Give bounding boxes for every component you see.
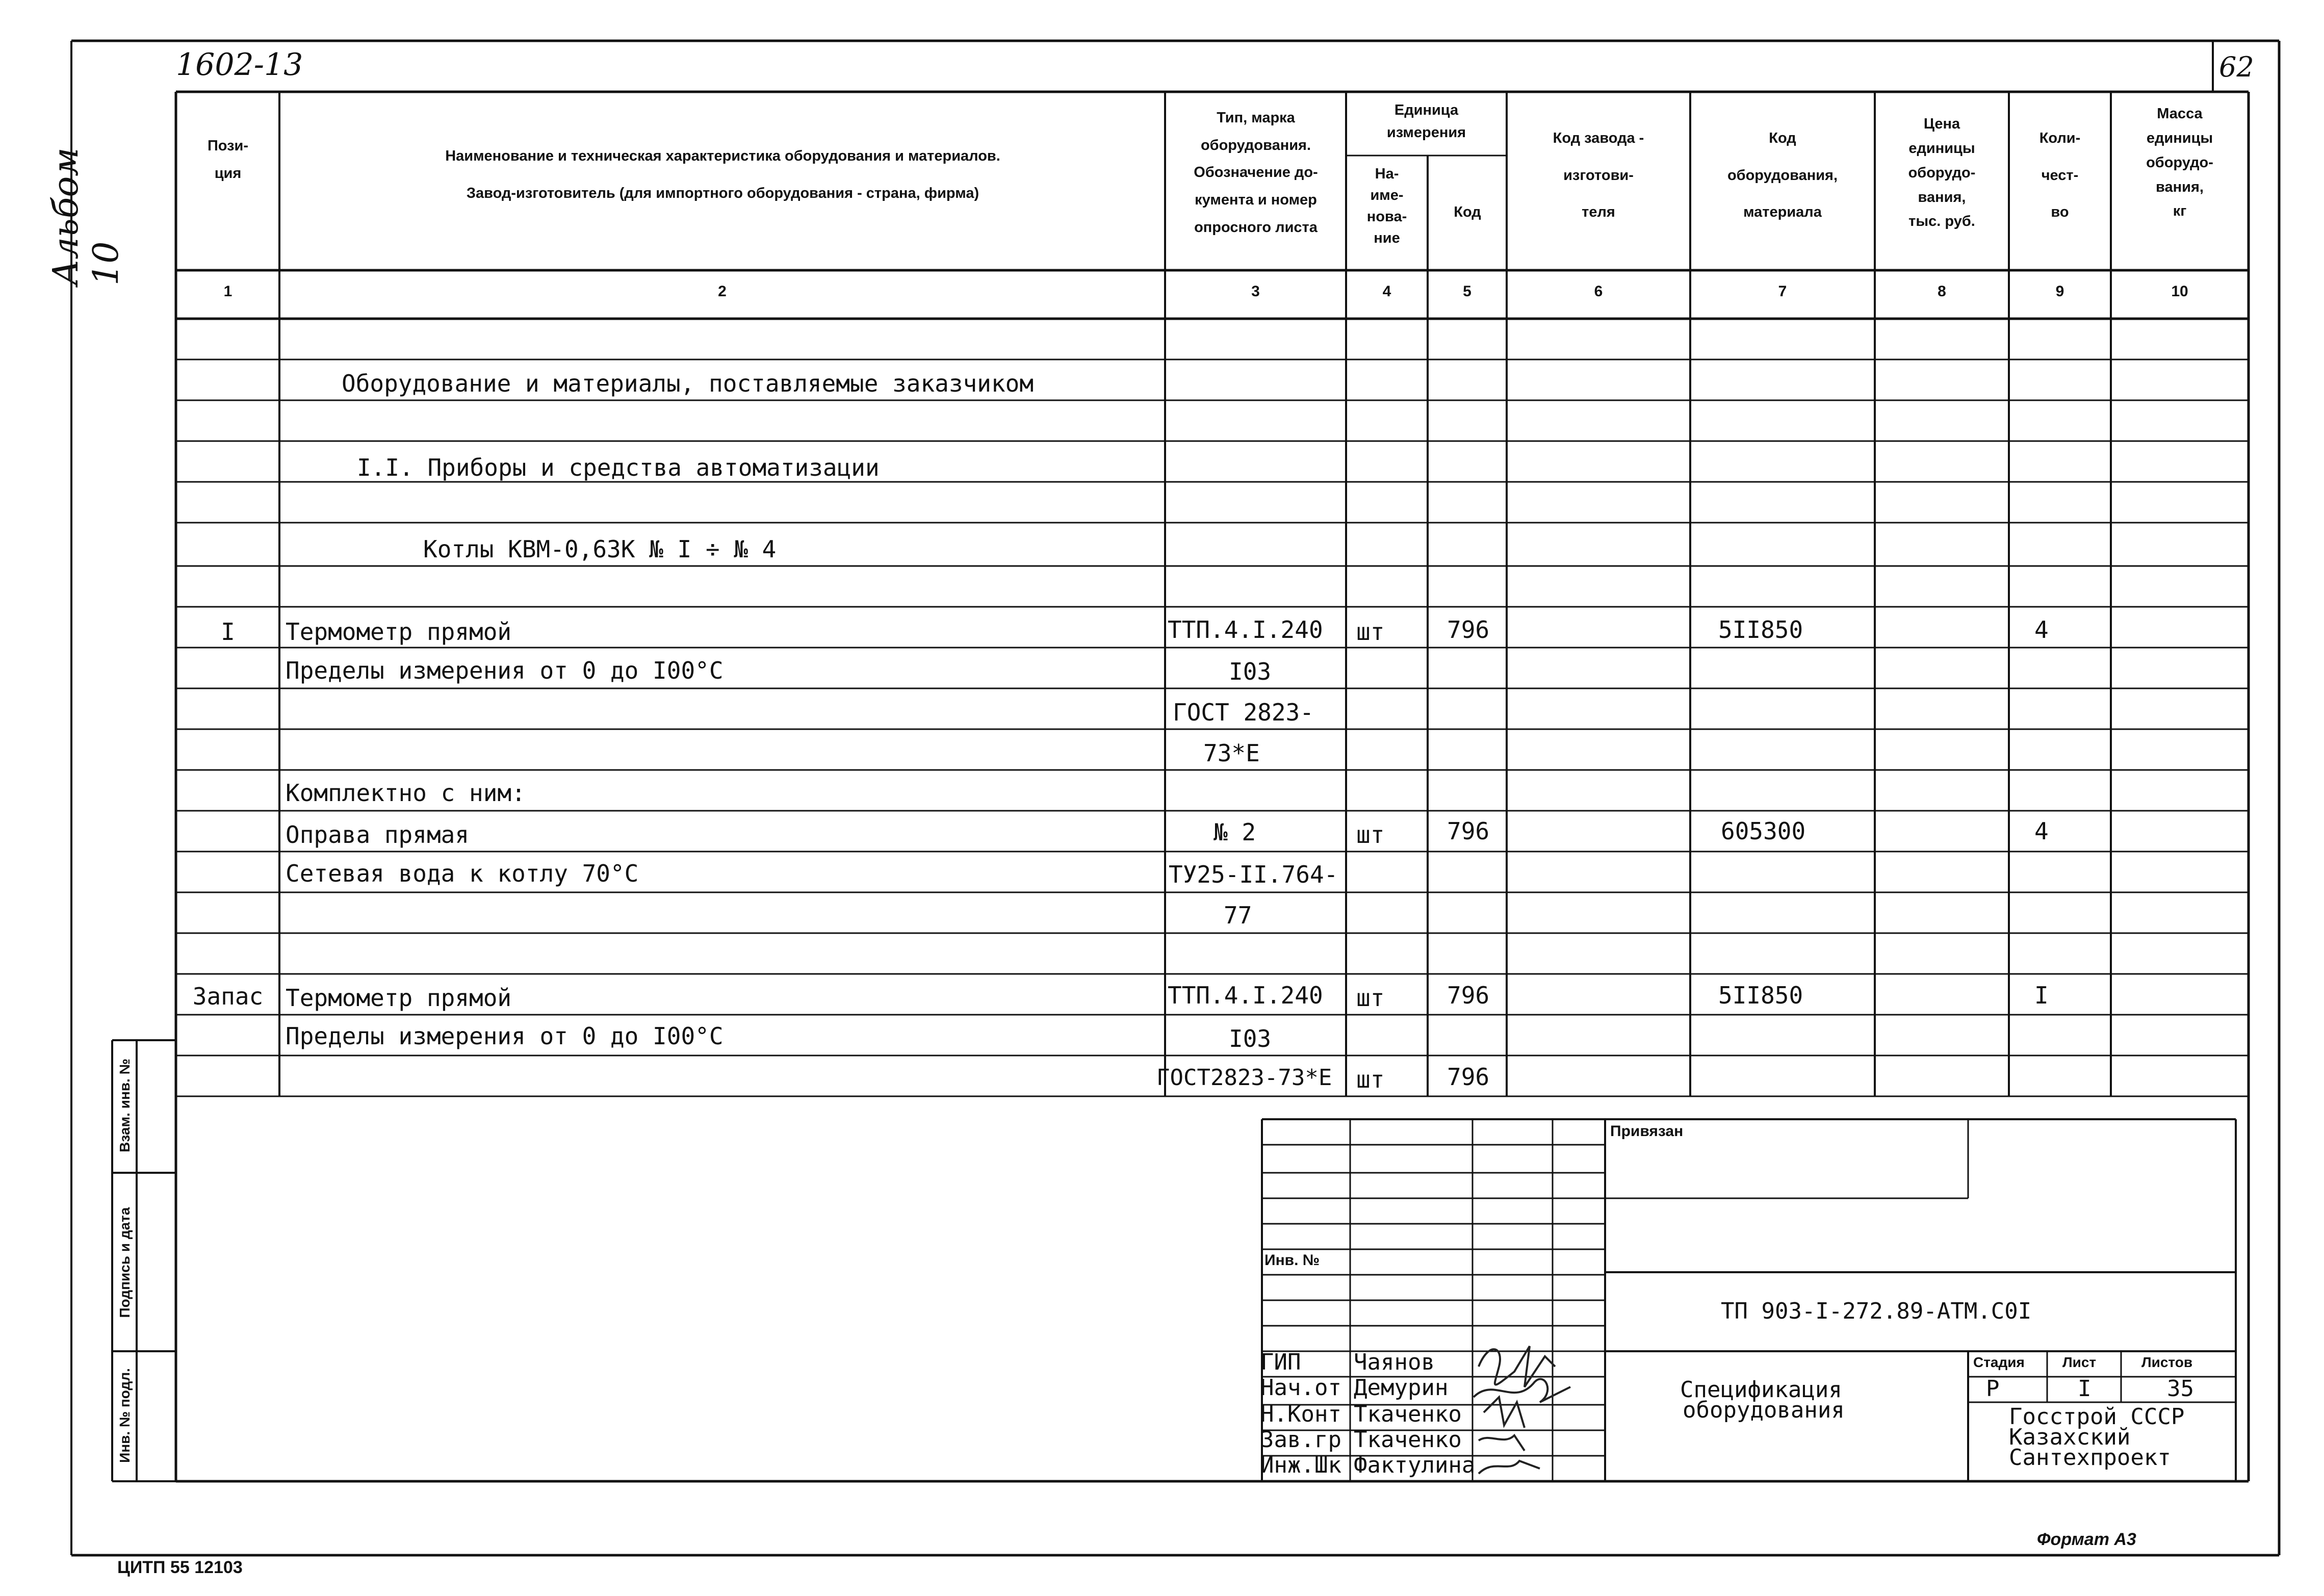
colnum-4: 4 [1382, 283, 1391, 300]
row-equipment-code: 5II850 [1718, 982, 1803, 1009]
row-name: Пределы измерения от 0 до I00°С [286, 657, 724, 684]
header-equipment-code: Код оборудования, материала [1727, 130, 1838, 220]
side-inv-podl: Инв. № подл. [117, 1368, 133, 1463]
header-unit-name: На- име- нова- ние [1366, 166, 1407, 247]
row-unit-code: 796 [1447, 1063, 1490, 1091]
stadia-value: Р [1986, 1376, 2000, 1402]
group-title: Котлы КВМ-0,63К № I ÷ № 4 [423, 535, 777, 563]
header-mass: Масса единицы оборудо- вания, кг [2146, 106, 2213, 220]
row-unit: шт [1356, 1066, 1385, 1093]
name-faktulina: Фактулина [1354, 1452, 1476, 1478]
org-line-3: Сантехпроект [2009, 1445, 2171, 1471]
row-unit: шт [1356, 618, 1385, 646]
row-position: Запас [192, 983, 264, 1010]
row-type: I03 [1229, 658, 1272, 685]
header-unit-code: Код [1454, 204, 1481, 220]
row-equipment-code: 605300 [1721, 817, 1806, 845]
colnum-9: 9 [2055, 283, 2064, 300]
signatures [1468, 1336, 1586, 1484]
row-name: Оправа прямая [286, 821, 470, 848]
header-factory-code: Код завода - изготови- теля [1553, 130, 1644, 220]
role-nach-otd: Нач.от [1260, 1375, 1341, 1401]
row-type: № 2 [1213, 818, 1256, 846]
row-type: 77 [1224, 902, 1252, 929]
colnum-5: 5 [1463, 283, 1471, 300]
row-unit-code: 796 [1447, 817, 1490, 845]
row-name: Сетевая вода к котлу 70°С [286, 860, 639, 887]
role-gip: ГИП [1260, 1349, 1301, 1375]
side-podpis-data: Подпись и дата [117, 1207, 133, 1318]
row-type: I03 [1229, 1025, 1272, 1052]
name-demurin: Демурин [1354, 1375, 1449, 1401]
colnum-8: 8 [1938, 283, 1946, 300]
row-name: Термометр прямой [286, 984, 512, 1012]
colnum-10: 10 [2171, 283, 2188, 300]
inv-no-label: Инв. № [1264, 1252, 1320, 1269]
row-name: Комплектно с ним: [286, 779, 526, 807]
row-type: ТУ25-II.764- [1169, 861, 1338, 888]
footer-left-code: ЦИТП 55 12103 [117, 1558, 243, 1577]
page-number: 62 [2219, 51, 2254, 83]
role-zav-gr: Зав.гр [1260, 1427, 1341, 1453]
sheet-code: 1602-13 [176, 47, 303, 83]
privyazan-label: Привязан [1610, 1123, 1684, 1140]
row-type: ТТП.4.I.240 [1168, 616, 1323, 643]
row-name: Пределы измерения от 0 до I00°С [286, 1022, 724, 1050]
name-tkachenko-2: Ткаченко [1354, 1427, 1462, 1453]
row-unit: шт [1356, 984, 1385, 1012]
row-quantity: 4 [2034, 616, 2049, 643]
row-type: ГОСТ2823-73*Е [1156, 1065, 1332, 1091]
document-code: ТП 903-I-272.89-АТМ.С0I [1721, 1298, 2032, 1324]
header-price: Цена единицы оборудо- вания, тыс. руб. [1908, 116, 1976, 230]
role-inzh: Инж.Шк [1260, 1452, 1341, 1478]
header-quantity: Коли- чест- во [2039, 130, 2081, 220]
row-position: I [221, 618, 235, 646]
row-equipment-code: 5II850 [1718, 616, 1803, 643]
row-unit: шт [1356, 821, 1385, 848]
org-line-1: Госстрой СССР [2009, 1404, 2185, 1430]
org-line-2: Казахский [2009, 1424, 2131, 1450]
document-title-2: оборудования [1683, 1397, 1845, 1423]
row-quantity: I [2034, 982, 2049, 1009]
side-vzam-inv: Взам. инв. № [117, 1059, 133, 1152]
section-title: Оборудование и материалы, поставляемые заказчиком [342, 370, 1034, 397]
header-unit-group: Единица измерения [1386, 102, 1466, 141]
row-unit-code: 796 [1447, 982, 1490, 1009]
subsection-title: I.I. Приборы и средства автоматизации [357, 454, 880, 481]
album-label: Альбом 10 [46, 147, 126, 286]
row-type: ГОСТ 2823- [1173, 699, 1314, 726]
colnum-2: 2 [718, 283, 727, 300]
stadia-label: Стадия [1973, 1354, 2025, 1370]
listov-value: 35 [2167, 1376, 2194, 1402]
colnum-1: 1 [223, 283, 233, 300]
list-label: Лист [2062, 1354, 2097, 1370]
role-n-kontr: Н.Конт [1260, 1401, 1341, 1427]
name-tkachenko-1: Ткаченко [1354, 1401, 1462, 1427]
header-type: Тип, марка оборудования. Обозначение до- кумента и номер опросного листа [1194, 110, 1318, 236]
row-unit-code: 796 [1447, 616, 1490, 643]
row-name: Термометр прямой [286, 618, 512, 646]
header-name: Наименование и техническая характеристика оборудования и материалов. Завод-изготовитель (для импортного оборудования - страна, фирма) [445, 148, 1000, 201]
list-value: I [2078, 1376, 2091, 1402]
colnum-6: 6 [1594, 283, 1603, 300]
row-type: ТТП.4.I.240 [1168, 982, 1323, 1009]
listov-label: Листов [2141, 1354, 2193, 1370]
colnum-7: 7 [1778, 283, 1787, 300]
row-type: 73*Е [1203, 739, 1260, 767]
row-quantity: 4 [2034, 817, 2049, 845]
format-label: Формат А3 [2037, 1530, 2136, 1549]
document-title-1: Спецификация [1680, 1377, 1842, 1403]
name-chayanov: Чаянов [1354, 1349, 1435, 1375]
header-position: Пози- ция [207, 138, 249, 182]
colnum-3: 3 [1251, 283, 1260, 300]
